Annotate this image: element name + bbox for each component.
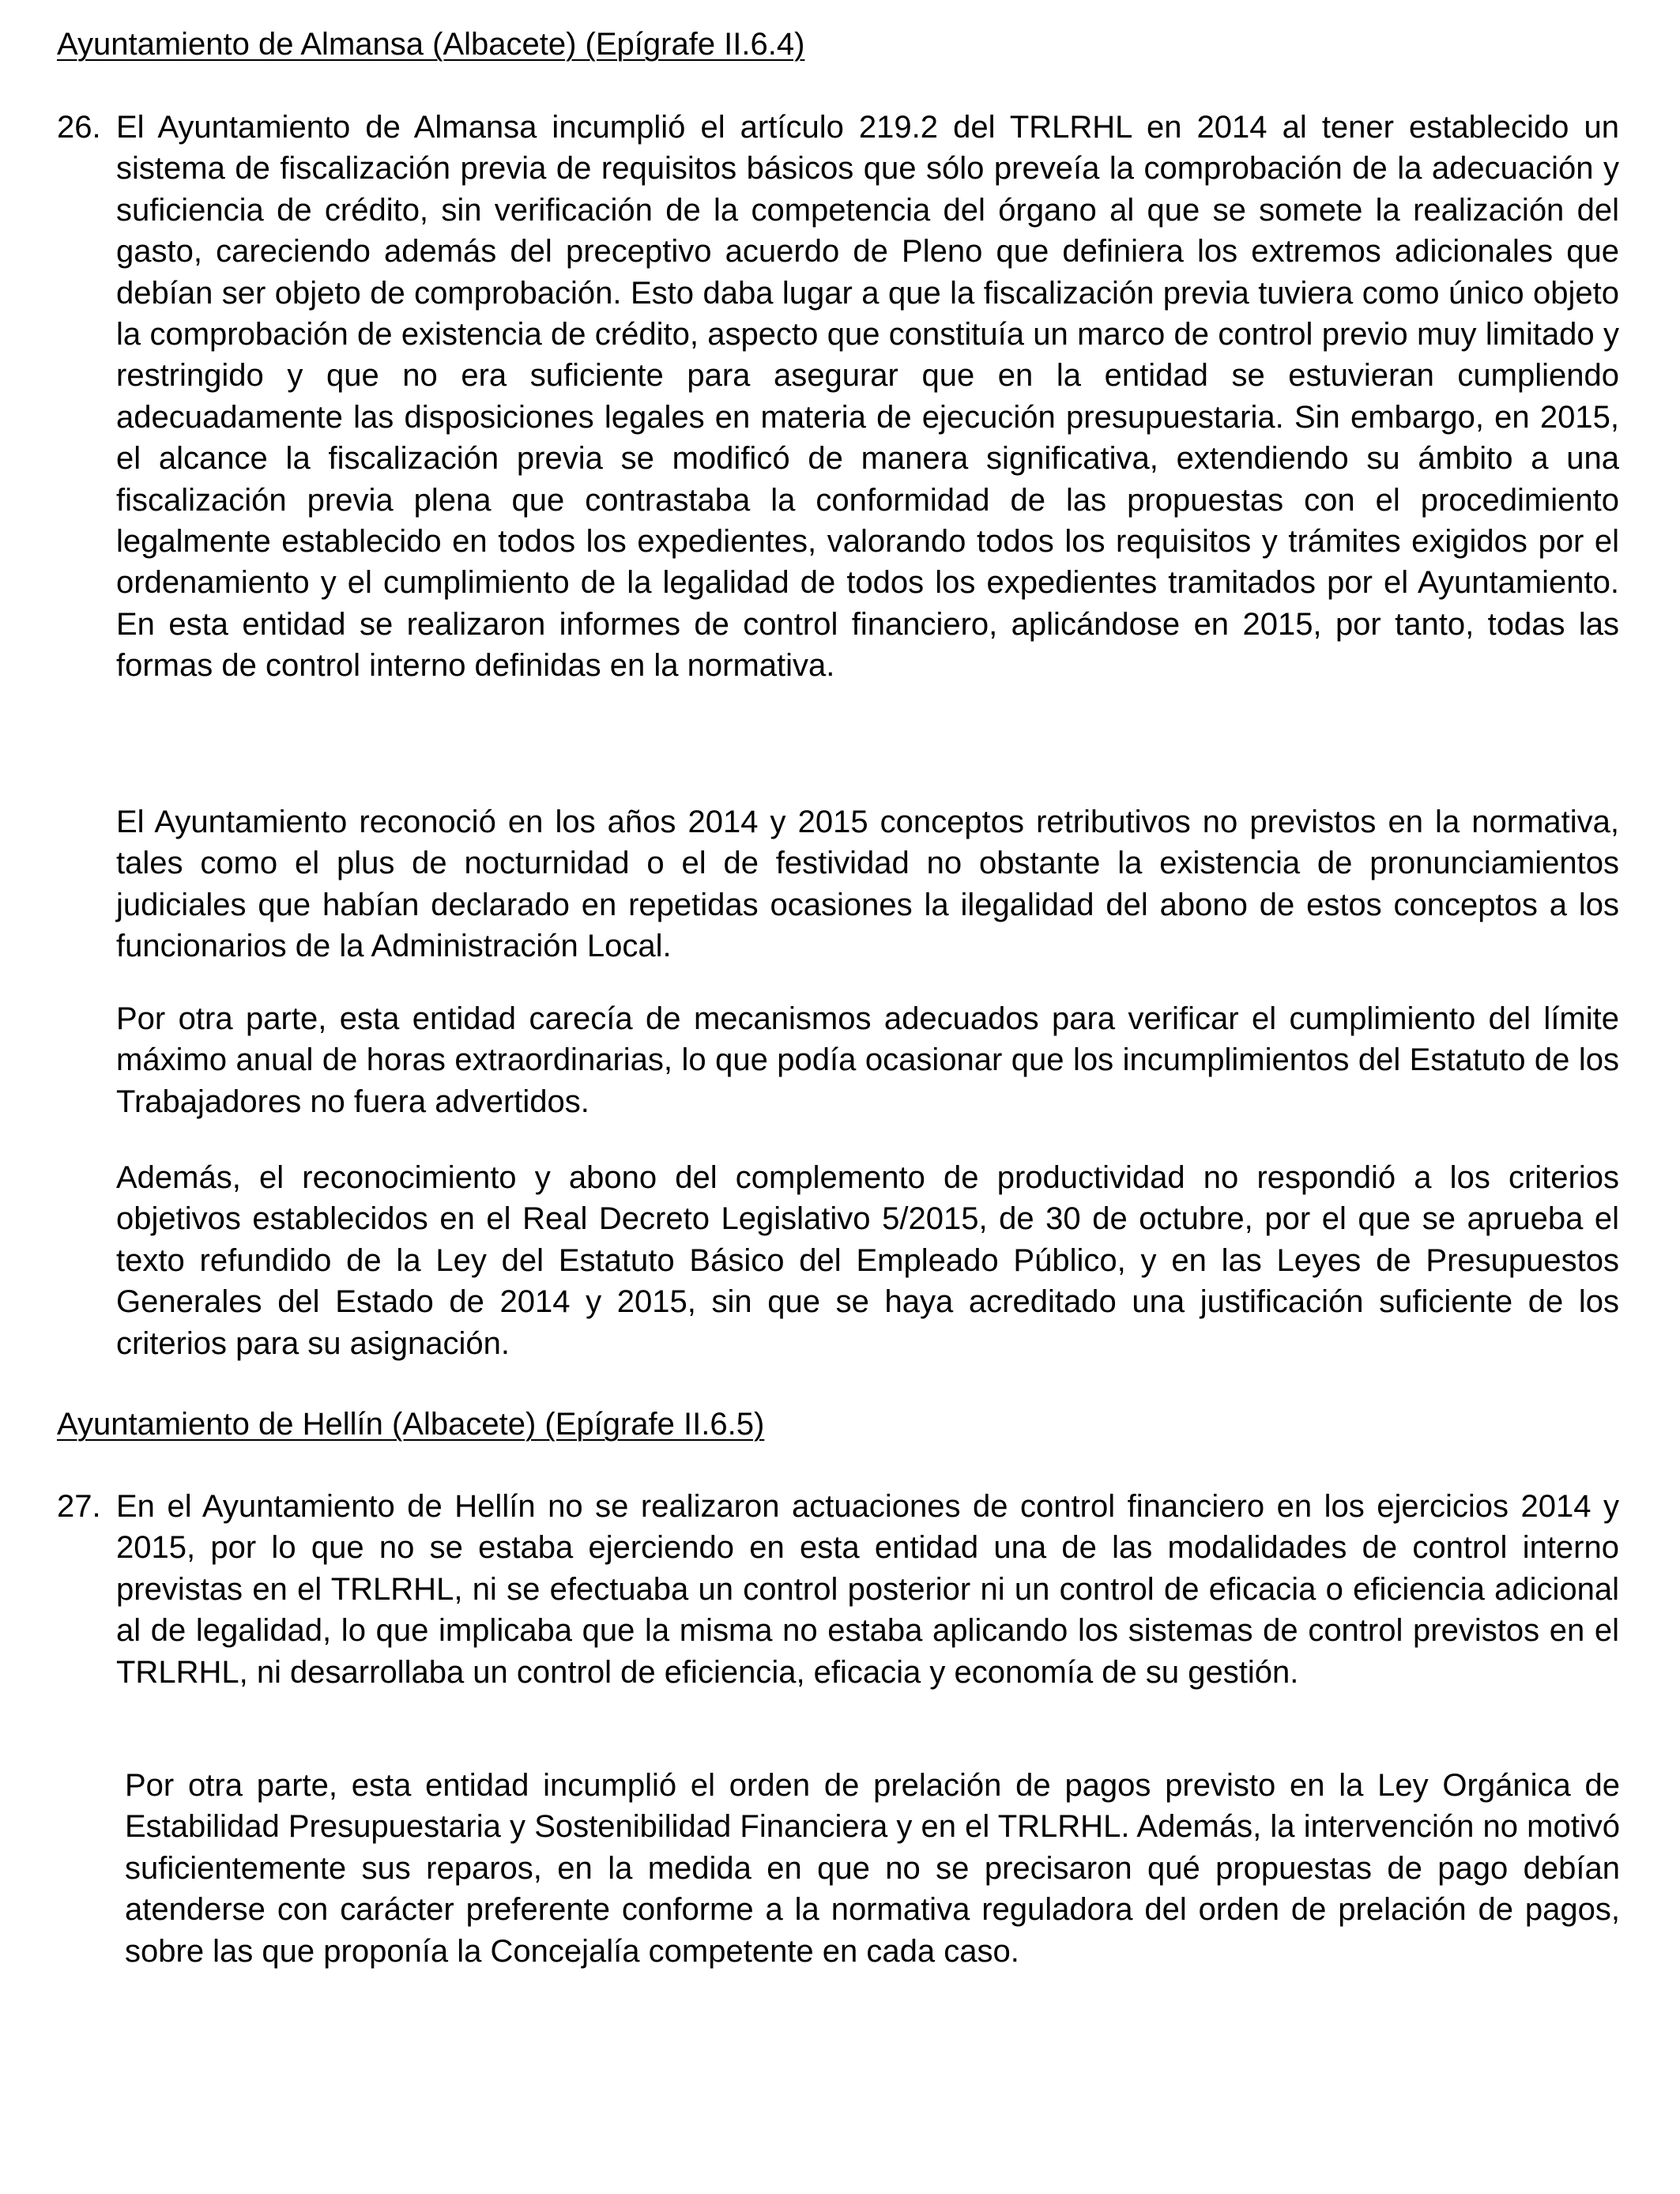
paragraph-almansa-retribuciones: El Ayuntamiento reconoció en los años 2014 y 2015 conceptos retributivos no previstos en la normativa, tales como el plus de nocturnidad o el de festividad no obstante la existencia de pronunciamientos judiciales que habían declarado en repetidas ocasiones la ilegalidad del abono de estos conceptos a los funcionarios de la Administración Local. [116, 805, 1619, 964]
item-number-26: 26. [57, 110, 101, 145]
paragraph-hellin-prelacion-pagos: Por otra parte, esta entidad incumplió el orden de prelación de pagos previsto en la Ley Orgánica de Estabilidad Presupuestaria y Sostenibilidad Financiera y en el TRLRHL. Además, la intervención no motivó suficientemente sus reparos, en la medida en que no se precisaron qué propuestas de pago debían atenderse con carácter preferente conforme a la normativa reguladora del orden de prelación de pagos, sobre las que proponía la Concejalía competente en cada caso. [125, 1768, 1620, 1969]
paragraph-almansa-fiscalizacion: El Ayuntamiento de Almansa incumplió el artículo 219.2 del TRLRHL en 2014 al tener establecido un sistema de fiscalización previa de requisitos básicos que sólo preveía la comprobación de la adecuación y suficiencia de crédito, sin verificación de la competencia del órgano al que se somete la realización del gasto, careciendo además del preceptivo acuerdo de Pleno que definiera los extremos adicionales que debían ser objeto de comprobación. Esto daba lugar a que la fiscalización previa tuviera como único objeto la comprobación de existencia de crédito, aspecto que constituía un marco de control previo muy limitado y restringido y que no era suficiente para asegurar que en la entidad se estuvieran cumpliendo adecuadamente las disposiciones legales en materia de ejecución presupuestaria. Sin embargo, en 2015, el alcance la fiscalización previa se modificó de manera significativa, extendiendo su ámbito a una fiscalización previa plena que contrastaba la conformidad de las propuestas con el procedimiento legalmente establecido en todos los expedientes, valorando todos los requisitos y trámites exigidos por el ordenamiento y el cumplimiento de la legalidad de todos los expedientes tramitados por el Ayuntamiento. En esta entidad se realizaron informes de control financiero, aplicándose en 2015, por tanto, todas las formas de control interno definidas en la normativa. [116, 110, 1619, 684]
section-heading-almansa: Ayuntamiento de Almansa (Albacete) (Epígrafe II.6.4) [57, 27, 805, 62]
paragraph-almansa-horas-extraordinarias: Por otra parte, esta entidad carecía de mecanismos adecuados para verificar el cumplimiento del límite máximo anual de horas extraordinarias, lo que podía ocasionar que los incumplimientos del Estatuto de los Trabajadores no fuera advertidos. [116, 1001, 1619, 1119]
paragraph-hellin-control-financiero: En el Ayuntamiento de Hellín no se realizaron actuaciones de control financiero en los ejercicios 2014 y 2015, por lo que no se estaba ejerciendo en esta entidad una de las modalidades de control interno previstas en el TRLRHL, ni se efectuaba un control posterior ni un control de eficacia o eficiencia adicional al de legalidad, lo que implicaba que la misma no estaba aplicando los sistemas de control previstos en el TRLRHL, ni desarrollaba un control de eficiencia, eficacia y economía de su gestión. [116, 1489, 1619, 1690]
section-heading-hellin: Ayuntamiento de Hellín (Albacete) (Epígrafe II.6.5) [57, 1407, 765, 1442]
item-number-27: 27. [57, 1489, 101, 1524]
paragraph-almansa-productividad: Además, el reconocimiento y abono del complemento de productividad no respondió a los criterios objetivos establecidos en el Real Decreto Legislativo 5/2015, de 30 de octubre, por el que se aprueba el texto refundido de la Ley del Estatuto Básico del Empleado Público, y en las Leyes de Presupuestos Generales del Estado de 2014 y 2015, sin que se haya acreditado una justificación suficiente de los criterios para su asignación. [116, 1160, 1619, 1361]
